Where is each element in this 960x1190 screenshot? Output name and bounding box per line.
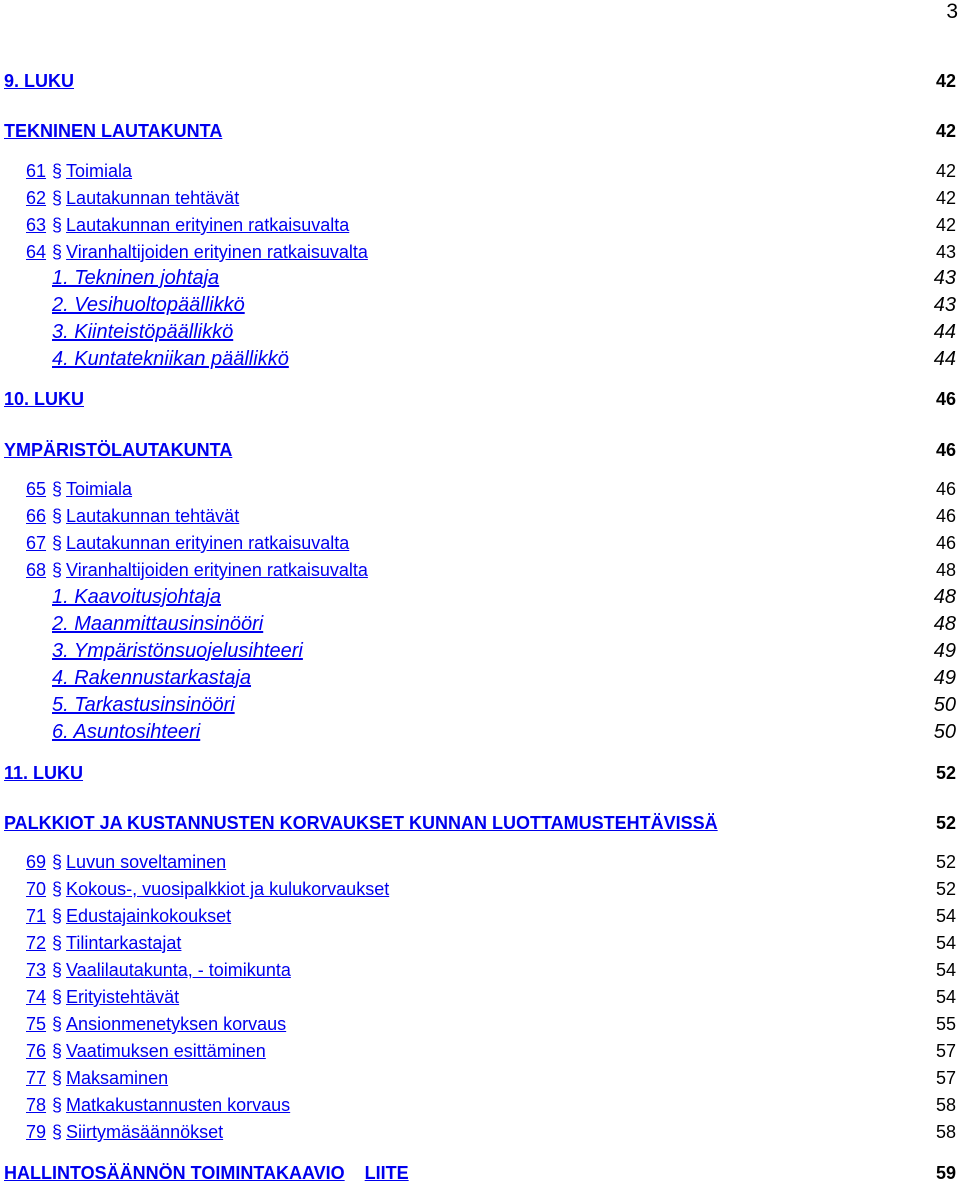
section-title: Edustajainkokoukset — [66, 906, 232, 926]
section-number: 63 — [26, 215, 47, 235]
toc-page-number: 42 — [935, 188, 956, 208]
entry-title: PALKKIOT JA KUSTANNUSTEN KORVAUKSET KUNNAN LUOTTAMUSTEHTÄVISSÄ — [4, 813, 718, 833]
toc-entry-heading — [0, 118, 960, 145]
toc-entry-link[interactable] — [52, 665, 251, 692]
section-number: 62 — [26, 188, 47, 208]
toc-entry-item — [0, 530, 960, 557]
toc-page-number: 43 — [935, 242, 956, 262]
toc-page-number: 54 — [935, 906, 956, 926]
toc-entry-sub — [0, 265, 960, 292]
toc-entry-heading — [0, 386, 960, 413]
entry-title: YMPÄRISTÖLAUTAKUNTA — [4, 440, 233, 460]
toc-page-number: 52 — [935, 879, 956, 899]
toc-page-number: 59 — [935, 1163, 956, 1183]
toc-entry-item — [0, 557, 960, 584]
entry-title: 3. Ympäristönsuojelusihteeri — [52, 640, 303, 662]
toc-entry-sub — [0, 665, 960, 692]
section-title: Viranhaltijoiden erityinen ratkaisuvalta — [66, 242, 368, 262]
toc-entry-sub — [0, 638, 960, 665]
toc-entry-link[interactable] — [52, 692, 235, 719]
toc-page-number: 44 — [933, 348, 956, 370]
toc-entry-link[interactable] — [26, 849, 226, 876]
section-title: Maksaminen — [66, 1068, 169, 1088]
section-number: 77 — [26, 1068, 47, 1088]
toc-entry-item — [0, 1011, 960, 1038]
entry-title: 11. LUKU — [4, 763, 84, 783]
toc-entry-link[interactable] — [4, 810, 718, 837]
section-title: Luvun soveltaminen — [66, 852, 227, 872]
section-title: Siirtymäsäännökset — [66, 1122, 224, 1142]
section-number: 64 — [26, 242, 47, 262]
section-sign-icon: § — [52, 1068, 63, 1088]
toc-page-number: 46 — [935, 506, 956, 526]
toc-page-number: 42 — [935, 121, 956, 141]
section-title: Ansionmenetyksen korvaus — [66, 1014, 287, 1034]
toc-page-number: 58 — [935, 1095, 956, 1115]
section-sign-icon: § — [52, 242, 63, 262]
section-sign-icon: § — [52, 960, 63, 980]
entry-title: 4. Rakennustarkastaja — [52, 667, 252, 689]
toc-entry-link[interactable] — [4, 118, 222, 145]
section-title: Toimiala — [66, 161, 133, 181]
toc-entry-sub — [0, 292, 960, 319]
toc-entry-sub — [0, 692, 960, 719]
toc-entry-link[interactable] — [26, 530, 349, 557]
toc-entry-link[interactable] — [26, 503, 239, 530]
toc-entry-link[interactable] — [26, 476, 132, 503]
toc-page-number: 50 — [933, 721, 956, 743]
toc-entry-link[interactable] — [26, 212, 349, 239]
section-number: 68 — [26, 560, 47, 580]
toc-entry-link[interactable] — [26, 557, 368, 584]
section-sign-icon: § — [52, 533, 63, 553]
toc-entry-link[interactable] — [26, 1038, 266, 1065]
toc-entry-sub — [0, 584, 960, 611]
section-sign-icon: § — [52, 188, 63, 208]
toc-entry-link[interactable] — [4, 437, 232, 464]
toc-entry-item — [0, 849, 960, 876]
section-sign-icon: § — [52, 879, 63, 899]
toc-entry-item — [0, 503, 960, 530]
toc-entry-item — [0, 158, 960, 185]
entry-title-suffix: LIITE — [364, 1163, 409, 1183]
toc-page-number: 42 — [935, 215, 956, 235]
section-sign-icon: § — [52, 1041, 63, 1061]
toc-page-number: 46 — [935, 533, 956, 553]
toc-entry-link[interactable] — [4, 1160, 409, 1187]
toc-entry-heading — [0, 68, 960, 95]
entry-title: 2. Maanmittausinsinööri — [52, 613, 264, 635]
section-number: 66 — [26, 506, 47, 526]
page-number: 3 — [946, 0, 958, 23]
section-sign-icon: § — [52, 987, 63, 1007]
toc-page-number: 55 — [935, 1014, 956, 1034]
toc-page-number: 46 — [935, 479, 956, 499]
toc-page-number: 43 — [933, 267, 956, 289]
toc-entry-link[interactable] — [26, 984, 179, 1011]
section-sign-icon: § — [52, 906, 63, 926]
toc-page-number: 58 — [935, 1122, 956, 1142]
section-number: 69 — [26, 852, 47, 872]
toc-page-number: 54 — [935, 933, 956, 953]
toc-page-number: 54 — [935, 960, 956, 980]
toc-page-number: 54 — [935, 987, 956, 1007]
toc-entry-sub — [0, 719, 960, 746]
section-title: Erityistehtävät — [66, 987, 180, 1007]
toc-entry-link[interactable] — [26, 957, 291, 984]
toc-entry-link[interactable] — [26, 1065, 168, 1092]
toc-page-number: 42 — [935, 71, 956, 91]
section-number: 74 — [26, 987, 47, 1007]
toc-entry-item — [0, 1038, 960, 1065]
entry-title: 5. Tarkastusinsinööri — [52, 694, 235, 716]
section-number: 70 — [26, 879, 47, 899]
toc-page-number: 49 — [933, 667, 956, 689]
toc-entry-heading — [0, 810, 960, 837]
toc-entry-heading — [0, 437, 960, 464]
toc-page-number: 57 — [935, 1068, 956, 1088]
section-title: Matkakustannusten korvaus — [66, 1095, 291, 1115]
toc-page-number: 48 — [935, 560, 956, 580]
section-sign-icon: § — [52, 1014, 63, 1034]
section-sign-icon: § — [52, 479, 63, 499]
entry-title: 1. Tekninen johtaja — [52, 267, 220, 289]
section-number: 76 — [26, 1041, 47, 1061]
section-sign-icon: § — [52, 506, 63, 526]
toc-entry-link[interactable] — [52, 584, 221, 611]
entry-title: 9. LUKU — [4, 71, 75, 91]
toc-page-number: 48 — [933, 613, 956, 635]
section-title: Toimiala — [66, 479, 133, 499]
section-number: 61 — [26, 161, 47, 181]
toc-page-number: 42 — [935, 161, 956, 181]
toc-entry-link[interactable] — [52, 719, 200, 746]
toc-entry-link[interactable] — [26, 876, 389, 903]
toc-entry-link[interactable] — [52, 319, 233, 346]
toc-entry-item — [0, 212, 960, 239]
toc-page-number: 43 — [933, 294, 956, 316]
toc-entry-link[interactable] — [4, 386, 84, 413]
section-sign-icon: § — [52, 215, 63, 235]
toc-page-number: 49 — [933, 640, 956, 662]
toc-entry-heading — [0, 1160, 960, 1187]
toc-entry-item — [0, 876, 960, 903]
toc-entry-link[interactable] — [26, 930, 181, 957]
toc-entry-item — [0, 239, 960, 266]
entry-title: 3. Kiinteistöpäällikkö — [52, 321, 234, 343]
entry-title: HALLINTOSÄÄNNÖN TOIMINTAKAAVIO — [4, 1163, 345, 1183]
section-number: 79 — [26, 1122, 47, 1142]
section-title: Lautakunnan erityinen ratkaisuvalta — [66, 215, 350, 235]
toc-page-number: 52 — [935, 813, 956, 833]
toc-entry-link[interactable] — [4, 760, 83, 787]
section-number: 78 — [26, 1095, 47, 1115]
toc-entry-link[interactable] — [26, 1119, 223, 1146]
entry-title: 10. LUKU — [4, 389, 85, 409]
toc-entry-link[interactable] — [26, 185, 239, 212]
toc-entry-link[interactable] — [52, 265, 219, 292]
section-number: 71 — [26, 906, 47, 926]
section-title: Vaatimuksen esittäminen — [66, 1041, 266, 1061]
section-title: Lautakunnan tehtävät — [66, 506, 240, 526]
toc-entry-sub — [0, 346, 960, 373]
section-number: 67 — [26, 533, 47, 553]
section-title: Viranhaltijoiden erityinen ratkaisuvalta — [66, 560, 368, 580]
section-sign-icon: § — [52, 1122, 63, 1142]
entry-title: TEKNINEN LAUTAKUNTA — [4, 121, 223, 141]
toc-entry-link[interactable] — [26, 903, 231, 930]
entry-title: 1. Kaavoitusjohtaja — [52, 586, 222, 608]
section-number: 73 — [26, 960, 47, 980]
toc-entry-item — [0, 903, 960, 930]
toc-entry-heading — [0, 760, 960, 787]
toc-entry-link[interactable] — [26, 239, 368, 266]
section-sign-icon: § — [52, 161, 63, 181]
toc-page-number: 44 — [933, 321, 956, 343]
toc-entry-item — [0, 930, 960, 957]
toc-entry-sub — [0, 319, 960, 346]
toc-entry-link[interactable] — [52, 346, 289, 373]
toc-entry-item — [0, 984, 960, 1011]
toc-entry-link[interactable] — [52, 638, 303, 665]
section-title: Lautakunnan tehtävät — [66, 188, 240, 208]
section-title: Kokous-, vuosipalkkiot ja kulukorvaukset — [66, 879, 390, 899]
entry-title: 4. Kuntatekniikan päällikkö — [52, 348, 289, 370]
section-sign-icon: § — [52, 933, 63, 953]
entry-title: 6. Asuntosihteeri — [52, 721, 201, 743]
section-number: 65 — [26, 479, 47, 499]
toc-entry-item — [0, 185, 960, 212]
section-sign-icon: § — [52, 1095, 63, 1115]
toc-entry-item — [0, 1092, 960, 1119]
toc-entry-link[interactable] — [4, 68, 74, 95]
toc-entry-sub — [0, 611, 960, 638]
toc-entry-link[interactable] — [26, 1011, 286, 1038]
toc-page-number: 48 — [933, 586, 956, 608]
toc-entry-link[interactable] — [26, 1092, 290, 1119]
section-number: 72 — [26, 933, 47, 953]
toc-page-number: 46 — [935, 389, 956, 409]
toc-entry-link[interactable] — [26, 158, 132, 185]
toc-entry-item — [0, 1119, 960, 1146]
toc-entry-item — [0, 476, 960, 503]
toc-entry-item — [0, 957, 960, 984]
section-title: Lautakunnan erityinen ratkaisuvalta — [66, 533, 350, 553]
toc-page-number: 46 — [935, 440, 956, 460]
section-title: Tilintarkastajat — [66, 933, 182, 953]
toc-entry-item — [0, 1065, 960, 1092]
section-sign-icon: § — [52, 560, 63, 580]
section-title: Vaalilautakunta, - toimikunta — [66, 960, 291, 980]
section-sign-icon: § — [52, 852, 63, 872]
section-number: 75 — [26, 1014, 47, 1034]
toc-entry-link[interactable] — [52, 611, 263, 638]
toc-page-number: 57 — [935, 1041, 956, 1061]
entry-title: 2. Vesihuoltopäällikkö — [52, 294, 245, 316]
toc-entry-link[interactable] — [52, 292, 245, 319]
toc-page-number: 50 — [933, 694, 956, 716]
toc-page-number: 52 — [935, 852, 956, 872]
toc-page-number: 52 — [935, 763, 956, 783]
